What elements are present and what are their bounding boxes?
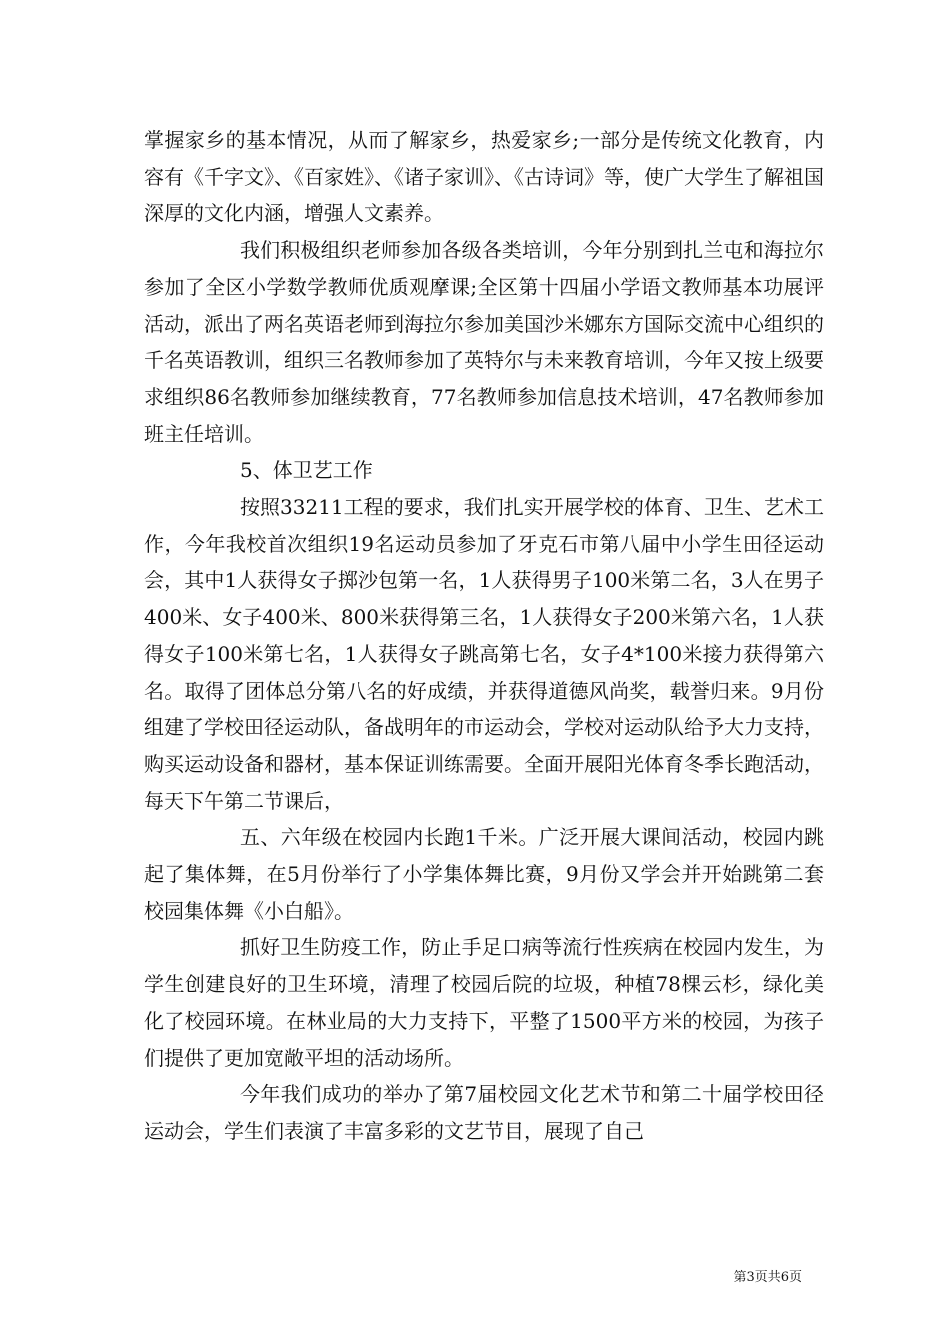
section-heading: 5、体卫艺工作 (240, 458, 373, 483)
paragraph-grade-activities: 五、六年级在校园内长跑1千米。广泛开展大课间活动，校园内跳起了集体舞，在5月份举行了小学集体舞比赛，9月份又学会并开始跳第二套校园集体舞《小白船》。 (144, 825, 824, 923)
document-body (144, 122, 824, 1150)
paragraph-health-work: 抓好卫生防疫工作，防止手足口病等流行性疾病在校园内发生，为学生创建良好的卫生环境，清理了校园后院的垃圾，种植78棵云杉，绿化美化了校园环境。在林业局的大力支持下，平整了1500平方米的校园，为孩子们提供了更加宽敞平坦的活动场所。 (144, 935, 824, 1070)
paragraph-continued: 掌握家乡的基本情况，从而了解家乡，热爱家乡;一部分是传统文化教育，内容有《千字文》、《百家姓》、《诸子家训》、《古诗词》等，使广大学生了解祖国深厚的文化内涵，增强人文素养。 (144, 128, 824, 226)
page-number-footer: 第3页共6页 (733, 1270, 802, 1285)
paragraph-teacher-training: 我们积极组织老师参加各级各类培训，今年分别到扎兰屯和海拉尔参加了全区小学数学教师优质观摩课;全区第十四届小学语文教师基本功展评活动，派出了两名英语老师到海拉尔参加美国沙米娜东方国际交流中心组织的千名英语教训，组织三名教师参加了英特尔与未来教育培训，今年又按上级要求组织86名教师参加继续教育，77名教师参加信息技术培训，47名教师参加班主任培训。 (144, 238, 824, 446)
paragraph-sports-work: 按照33211工程的要求，我们扎实开展学校的体育、卫生、艺术工作，今年我校首次组织19名运动员参加了牙克石市第八届中小学生田径运动会，其中1人获得女子掷沙包第一名，1人获得男子100米第二名，3人在男子400米、女子400米、800米获得第三名，1人获得女子200米第六名，1人获得女子100米第七名，1人获得女子跳高第七名，女子4*100米接力获得第六名。取得了团体总分第八名的好成绩，并获得道德风尚奖，载誉归来。9月份组建了学校田径运动队，备战明年的市运动会，学校对运动队给予大力支持，购买运动设备和器材，基本保证训练需要。全面开展阳光体育冬季长跑活动，每天下午第二节课后， (144, 495, 824, 813)
paragraph-art-festival: 今年我们成功的举办了第7届校园文化艺术节和第二十届学校田径运动会，学生们表演了丰富多彩的文艺节目，展现了自己 (144, 1082, 824, 1143)
